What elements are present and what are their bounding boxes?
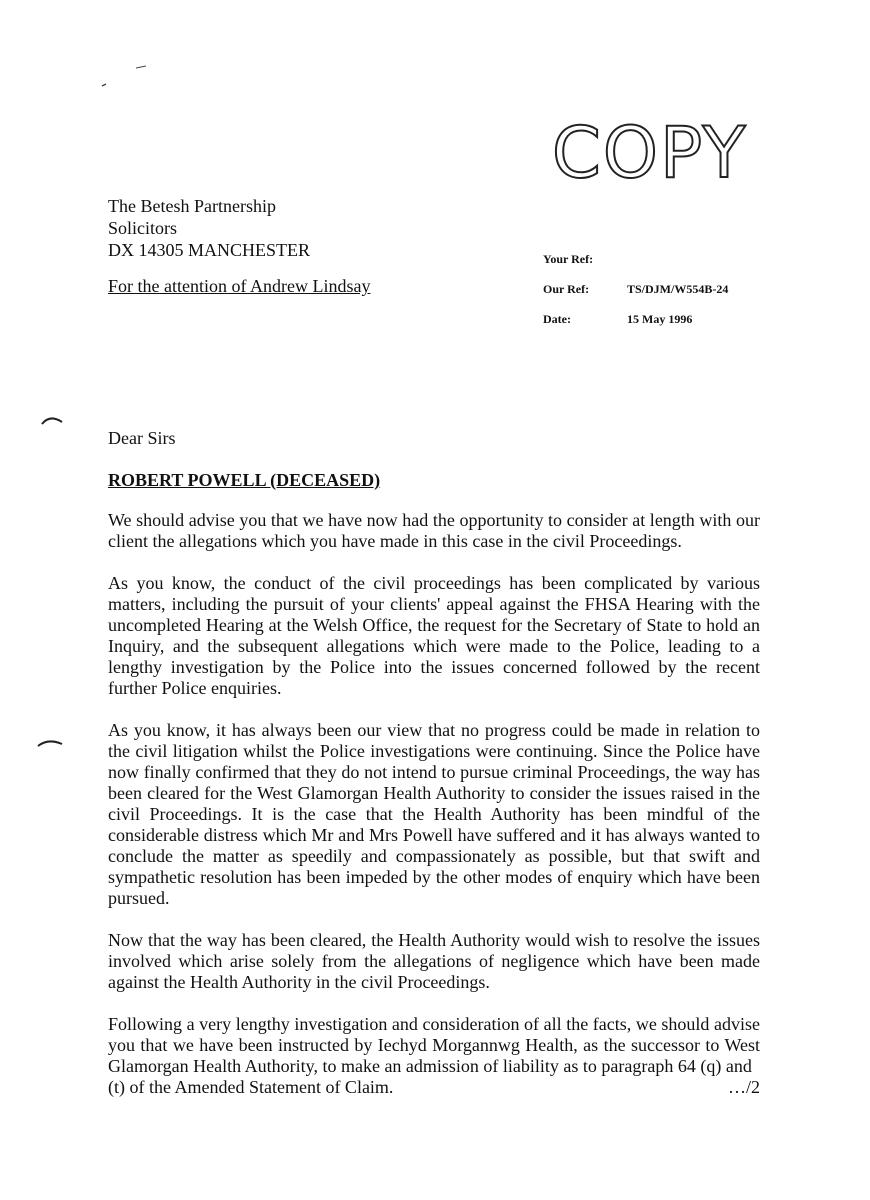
body-paragraph: We should advise you that we have now had the opportunity to consider at length with our client the allegations which you have made in this case in the civil Proceedings.	[108, 510, 760, 551]
date-label: Date:	[543, 311, 571, 326]
final-paragraph-text: Following a very lengthy investigation and consideration of all the facts, we should advise you that we have been instructed by Iechyd Morgannwg Health, as the successor to West Glamorgan Health Authority, to make an admission of liability as to paragraph 64 (q) and	[108, 1014, 760, 1076]
final-line-text: (t) of the Amended Statement of Claim.	[108, 1077, 394, 1097]
salutation: Dear Sirs	[108, 428, 176, 448]
letter-body	[108, 510, 760, 1098]
attention-line: For the attention of Andrew Lindsay	[108, 276, 371, 296]
body-paragraph: As you know, it has always been our view that no progress could be made in relation to the civil litigation whilst the Police investigations were continuing. Since the Police have now finally confirmed that they do not intend to pursue criminal Proceedings, the way has been cleared for the West Glamorgan Health Authority to consider the issues raised in the civil Proceedings. It is the case that the Health Authority has been mindful of the considerable distress which Mr and Mrs Powell have suffered and it has always wanted to conclude the matter as speedily and compassionately as possible, but that swift and sympathetic resolution has been impeded by the other modes of enquiry which have been pursued.	[108, 720, 760, 908]
body-paragraph: Now that the way has been cleared, the Health Authority would wish to resolve the issues involved which arise solely from the allegations of negligence which have been made against the Health Authority in the civil Proceedings.	[108, 930, 760, 992]
scan-mark-icon	[36, 736, 66, 750]
addressee-line: DX 14305 MANCHESTER	[108, 240, 311, 260]
final-line	[108, 1077, 760, 1098]
date-value: 15 May 1996	[627, 311, 693, 326]
your-ref-row	[543, 244, 728, 274]
scan-mark-icon	[100, 62, 150, 92]
page-continuation: …/2	[727, 1077, 760, 1097]
your-ref-label: Your Ref:	[543, 251, 594, 266]
reference-block	[543, 244, 728, 334]
final-paragraph	[108, 1014, 760, 1098]
date-row	[543, 304, 728, 334]
addressee-line: The Betesh Partnership	[108, 196, 276, 216]
addressee-line: Solicitors	[108, 218, 178, 238]
our-ref-value: TS/DJM/W554B-24	[627, 281, 729, 296]
body-paragraph: As you know, the conduct of the civil proceedings has been complicated by various matters, including the pursuit of your clients' appeal against the FHSA Hearing with the uncompleted Hearing at the Welsh Office, the request for the Secretary of State to hold an Inquiry, and the subsequent allegations which were made to the Police, leading to a lengthy investigation by the Police into the issues concerned followed by the recent further Police enquiries.	[108, 573, 760, 698]
addressee-block	[108, 195, 310, 261]
scan-mark-icon	[40, 412, 66, 428]
copy-stamp: COPY	[552, 112, 748, 194]
subject-heading: ROBERT POWELL (DECEASED)	[108, 470, 381, 490]
our-ref-row	[543, 274, 728, 304]
our-ref-label: Our Ref:	[543, 281, 590, 296]
